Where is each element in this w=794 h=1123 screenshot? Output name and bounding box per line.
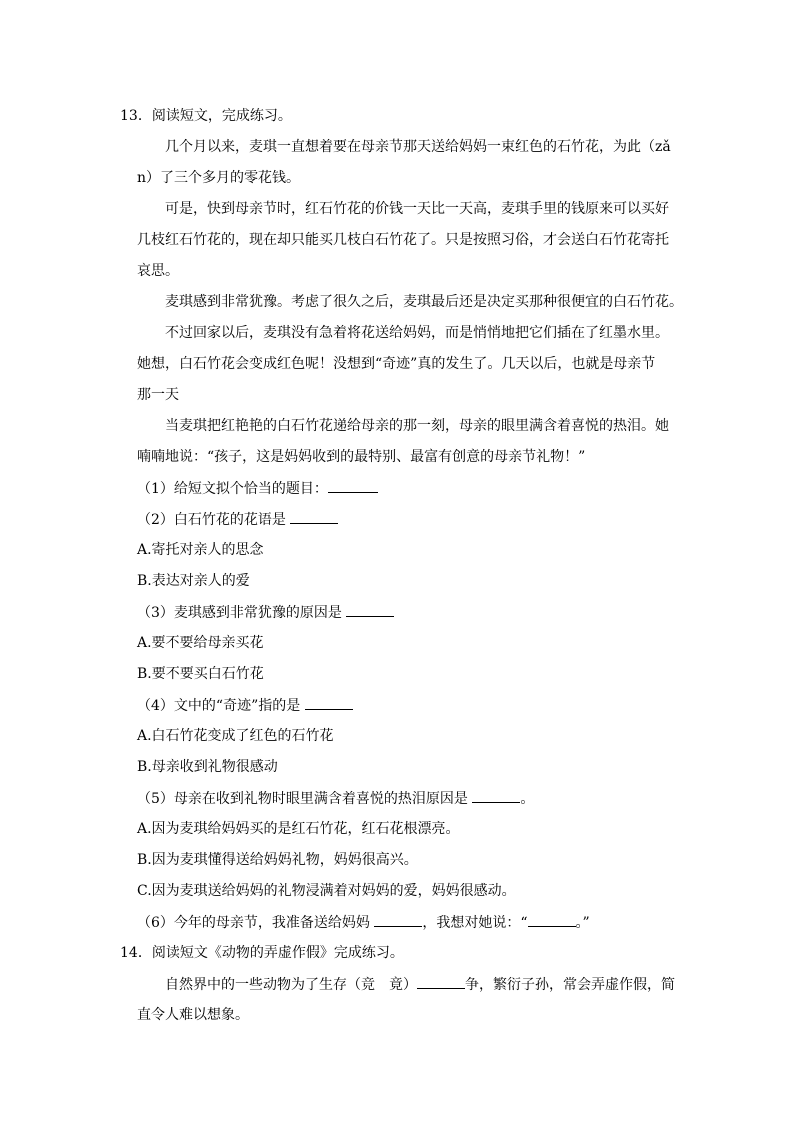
passage-line: 那一天 <box>137 387 179 403</box>
option-3a: A.要不要给母亲买花 <box>137 635 264 651</box>
option-4b: B.母亲收到礼物很感动 <box>137 759 278 775</box>
answer-blank[interactable] <box>374 912 422 927</box>
passage-line <box>165 974 675 995</box>
sub-question-4-text: （4）文中的“奇迹”指的是 <box>137 698 305 714</box>
answer-blank[interactable] <box>328 478 378 493</box>
sub-question-3 <box>137 602 394 623</box>
sub-question-5 <box>137 788 534 809</box>
sub-question-4 <box>137 695 353 716</box>
sub-question-1 <box>137 478 378 499</box>
option-4a: A.白石竹花变成了红色的石竹花 <box>137 728 334 744</box>
sub-question-6-text-b: ，我想对她说：“ <box>422 915 528 931</box>
passage-line: 几枝红石竹花的，现在却只能买几枝白石竹花了。只是按照习俗，才会送白石竹花寄托 <box>137 232 669 248</box>
passage-line: 当麦琪把红艳艳的白石竹花递给母亲的那一刻，母亲的眼里满含着喜悦的热泪。她 <box>165 418 669 434</box>
passage-line: 她想，白石竹花会变成红色呢！没想到“奇迹”真的发生了。几天以后，也就是母亲节 <box>137 356 656 372</box>
answer-blank[interactable] <box>528 912 576 927</box>
sub-question-2-text: （2）白石竹花的花语是 <box>137 512 291 528</box>
sub-question-2 <box>137 509 338 530</box>
sub-question-5-end: 。 <box>520 791 535 807</box>
question-13-heading: 13．阅读短文，完成练习。 <box>120 108 292 124</box>
option-2a: A.寄托对亲人的思念 <box>137 542 264 558</box>
option-2b: B.表达对亲人的爱 <box>137 573 250 589</box>
passage-line: 不过回家以后，麦琪没有急着将花送给妈妈，而是悄悄地把它们插在了红墨水里。 <box>165 325 669 341</box>
sub-question-6-text-a: （6）今年的母亲节，我准备送给妈妈 <box>137 915 375 931</box>
answer-blank[interactable] <box>346 602 394 617</box>
answer-blank[interactable] <box>290 509 338 524</box>
passage-line: 直令人难以想象。 <box>137 1007 249 1023</box>
passage-line: n）了三个多月的零花钱。 <box>137 170 301 186</box>
sub-question-6-text-c: 。” <box>575 915 590 931</box>
passage-line: 麦琪感到非常犹豫。考虑了很久之后，麦琪最后还是决定买那种很便宜的白石竹花。 <box>165 294 683 310</box>
answer-blank[interactable] <box>417 974 465 989</box>
option-5b: B.因为麦琪懂得送给妈妈礼物，妈妈很高兴。 <box>137 852 418 868</box>
sub-question-5-text: （5）母亲在收到礼物时眼里满含着喜悦的热泪原因是 <box>137 791 473 807</box>
passage-line: 几个月以来，麦琪一直想着要在母亲节那天送给妈妈一束红色的石竹花，为此（zǎ <box>165 139 671 155</box>
passage-line: 哀思。 <box>137 263 179 279</box>
option-5a: A.因为麦琪给妈妈买的是红石竹花，红石花根漂亮。 <box>137 821 460 837</box>
sub-question-3-text: （3）麦琪感到非常犹豫的原因是 <box>137 605 347 621</box>
sub-question-6 <box>137 912 590 933</box>
question-14-heading: 14．阅读短文《动物的弄虚作假》完成练习。 <box>120 945 404 961</box>
passage-line-text: 自然界中的一些动物为了生存（竞 竟） <box>165 977 417 993</box>
answer-blank[interactable] <box>472 788 520 803</box>
sub-question-1-text: （1）给短文拟个恰当的题目： <box>137 481 328 497</box>
passage-line: 可是，快到母亲节时，红石竹花的价钱一天比一天高，麦琪手里的钱原来可以买好 <box>165 201 669 217</box>
option-3b: B.要不要买白石竹花 <box>137 666 264 682</box>
option-5c: C.因为麦琪送给妈妈的礼物浸满着对妈妈的爱，妈妈很感动。 <box>137 883 516 899</box>
answer-blank[interactable] <box>305 695 353 710</box>
passage-line-text: 争，繁衍子孙，常会弄虚作假，简 <box>465 977 675 993</box>
passage-line: 喃喃地说：“孩子，这是妈妈收到的最特别、最富有创意的母亲节礼物！” <box>137 449 586 465</box>
